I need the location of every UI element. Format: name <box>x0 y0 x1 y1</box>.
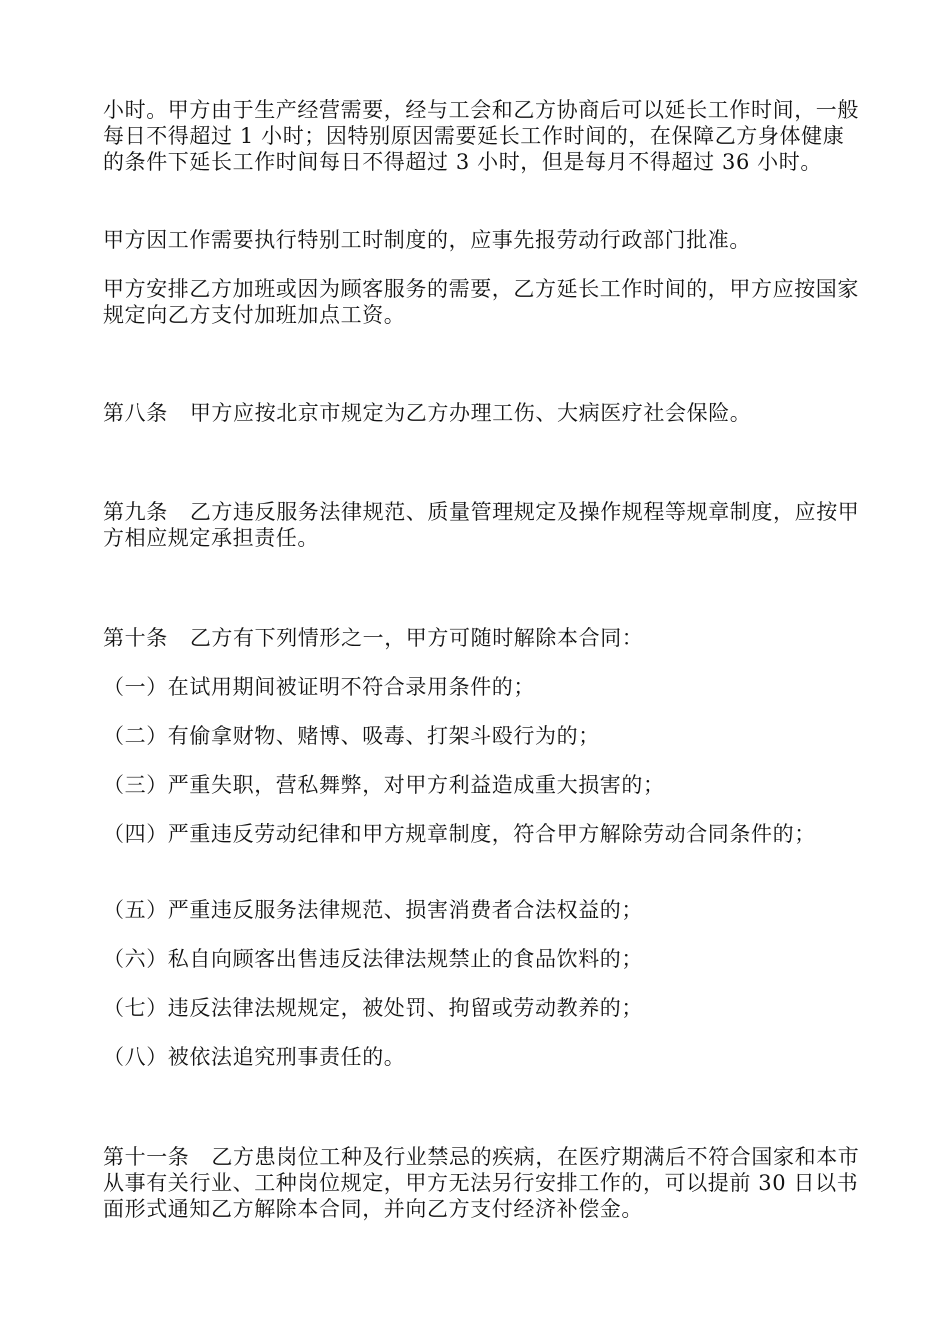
list-item: （六）私自向顾客出售违反法律法规禁止的食品饮料的； <box>103 947 643 971</box>
article-10-number: 第十条 <box>103 626 168 650</box>
article-11-number: 第十一条 <box>103 1145 190 1169</box>
article-9-number: 第九条 <box>103 500 168 524</box>
article-8-text: 甲方应按北京市规定为乙方办理工伤、大病医疗社会保险。 <box>189 401 752 425</box>
paragraph-special-hours: 甲方因工作需要执行特别工时制度的，应事先报劳动行政部门批准。 <box>103 228 751 252</box>
list-item: （三）严重失职，营私舞弊，对甲方利益造成重大损害的； <box>103 773 665 797</box>
paragraph-overtime-limits: 小时。甲方由于生产经营需要，经与工会和乙方协商后可以延长工作时间，一般每日不得超过 1 小时；因特别原因需要延长工作时间的，在保障乙方身体健康的条件下延长工作时间每日不得超过 3 小时，但是每月不得超过 36 小时。 <box>103 98 859 174</box>
article-11 <box>103 1144 863 1222</box>
article-8-number: 第八条 <box>103 401 168 425</box>
list-item: （一）在试用期间被证明不符合录用条件的； <box>103 675 535 699</box>
list-item: （二）有偷拿财物、赌博、吸毒、打架斗殴行为的； <box>103 724 600 748</box>
article-10-text: 乙方有下列情形之一，甲方可随时解除本合同： <box>189 626 644 650</box>
paragraph-overtime-pay: 甲方安排乙方加班或因为顾客服务的需要，乙方延长工作时间的，甲方应按国家规定向乙方支付加班加点工资。 <box>103 277 859 327</box>
article-11-text: 乙方患岗位工种及行业禁忌的疾病，在医疗期满后不符合国家和本市从事有关行业、工种岗位规定，甲方无法另行安排工作的，可以提前 30 日以书面形式通知乙方解除本合同，并向乙方支付经济补偿金。 <box>103 1145 860 1221</box>
article-8 <box>103 400 863 426</box>
list-item: （七）违反法律法规规定，被处罚、拘留或劳动教养的； <box>103 996 643 1020</box>
article-9 <box>103 499 863 551</box>
article-10 <box>103 625 863 651</box>
article-9-text: 乙方违反服务法律规范、质量管理规定及操作规程等规章制度，应按甲方相应规定承担责任。 <box>103 500 860 550</box>
list-item: （八）被依法追究刑事责任的。 <box>103 1045 406 1069</box>
list-item: （五）严重违反服务法律规范、损害消费者合法权益的； <box>103 898 643 922</box>
list-item: （四）严重违反劳动纪律和甲方规章制度，符合甲方解除劳动合同条件的； <box>103 822 816 846</box>
